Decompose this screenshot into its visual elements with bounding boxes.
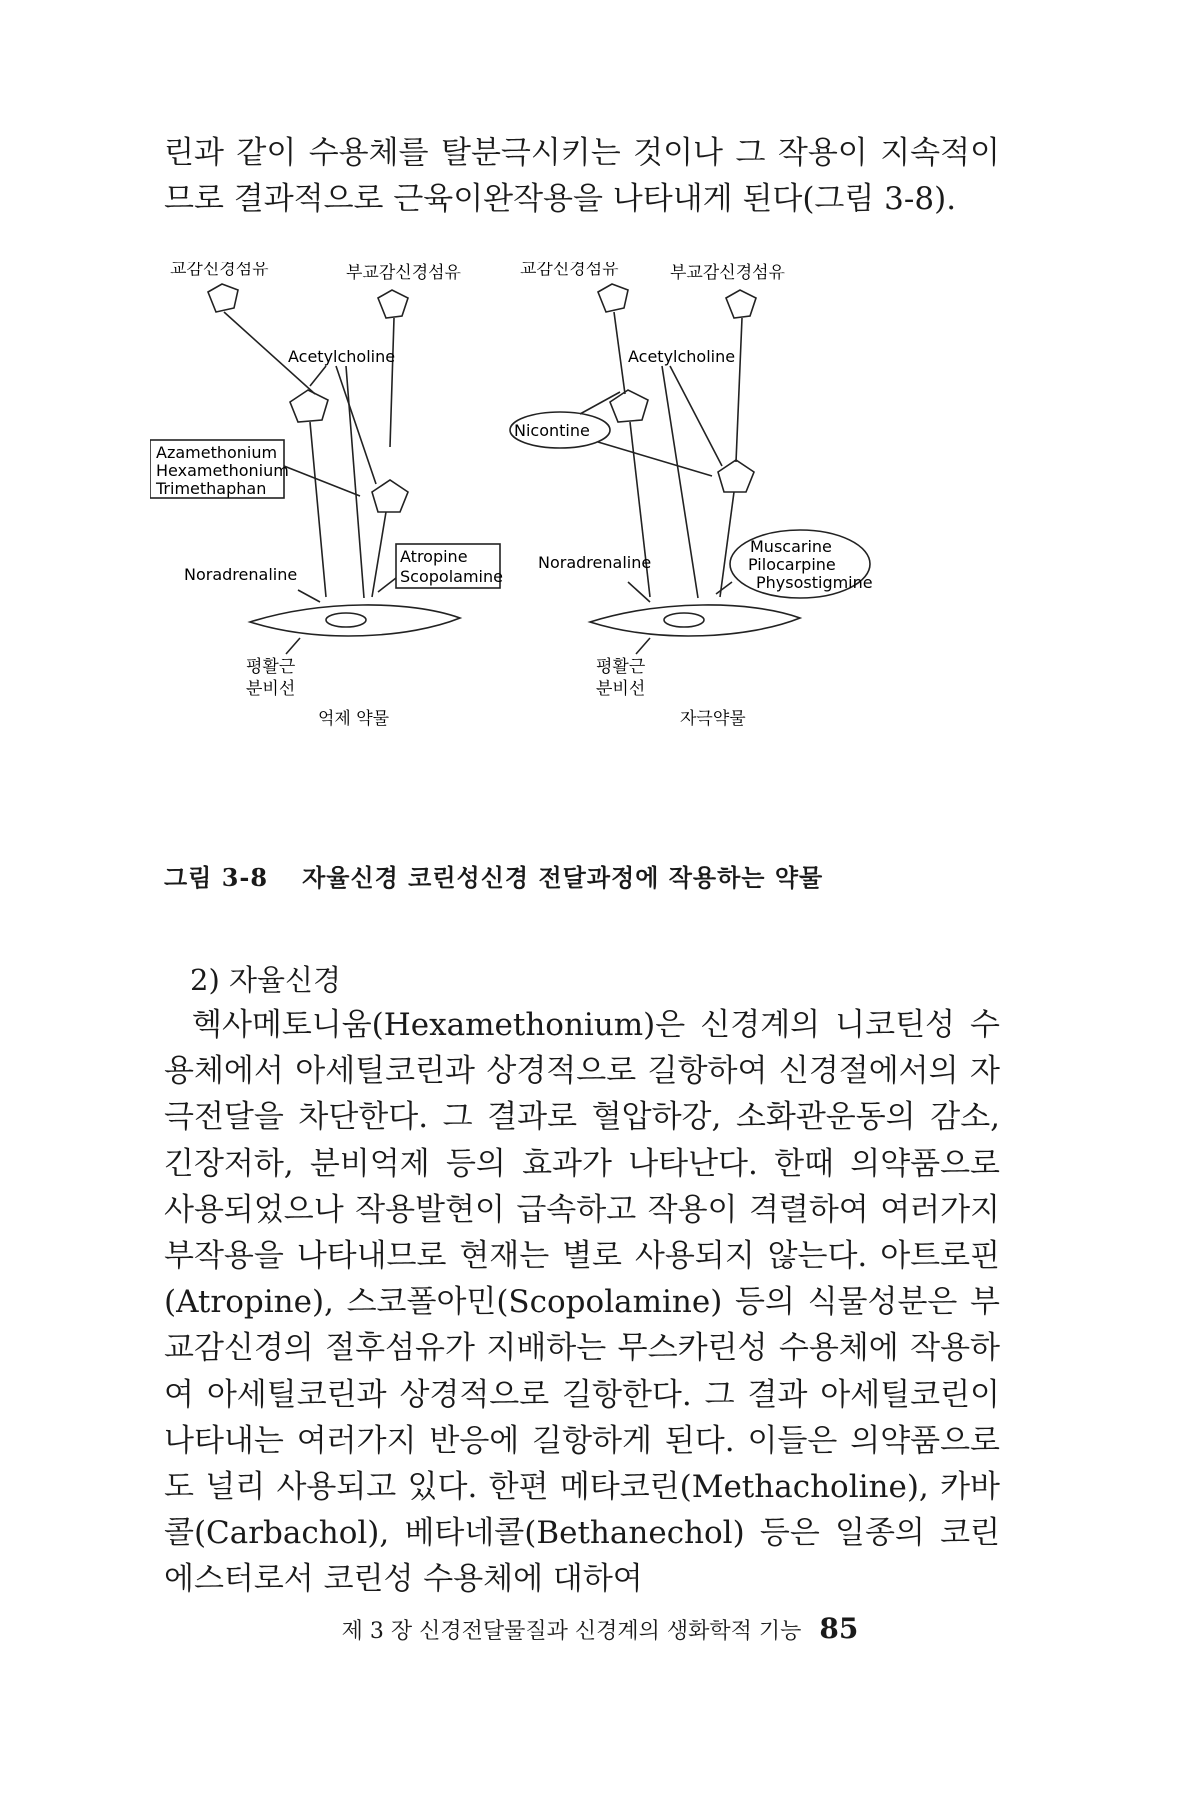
body-text	[164, 1002, 1000, 1603]
left-ganglion-neuron-icon	[290, 390, 328, 422]
right-smooth-muscle-icon	[590, 605, 800, 636]
left-noradrenaline-label: Noradrenaline	[184, 565, 298, 584]
page-number: 85	[819, 1612, 859, 1645]
top-paragraph: 린과 같이 수용체를 탈분극시키는 것이나 그 작용이 지속적이므로 결과적으로 근육이완작용을 나타내게 된다(그림 3-8).	[164, 135, 1000, 217]
right-panel-title: 자극약물	[680, 709, 746, 729]
pilocarpine-label: Pilocarpine	[748, 555, 836, 574]
left-panel-title: 억제 약물	[318, 709, 390, 729]
physostigmine-label: Physostigmine	[756, 573, 873, 592]
footer-chapter: 제 3 장 신경전달물질과 신경계의 생화학적 기능	[341, 1619, 802, 1644]
autonomic-diagram	[150, 262, 1010, 822]
left-effector-line1: 평활근	[246, 657, 296, 677]
right-parasympathetic-label: 부교감신경섬유	[670, 263, 785, 283]
figure-caption	[164, 858, 823, 893]
caption-number: 그림 3-8	[164, 863, 269, 892]
left-blocker-2: Hexamethonium	[156, 461, 289, 480]
right-effector-line2: 분비선	[596, 679, 646, 699]
right-effector-line1: 평활근	[596, 657, 646, 677]
figure-3-8	[150, 262, 1010, 822]
page-footer	[0, 1612, 1200, 1645]
caption-text: 자율신경 코린성신경 전달과정에 작용하는 약물	[302, 863, 824, 892]
left-effector-line2: 분비선	[246, 679, 296, 699]
atropine-label: Atropine	[400, 547, 468, 566]
nicotine-label: Nicontine	[514, 421, 590, 440]
right-parasympathetic-neuron-icon	[726, 290, 756, 318]
left-sympathetic-neuron-icon	[208, 284, 238, 312]
right-sympathetic-label: 교감신경섬유	[520, 262, 619, 279]
left-nucleus-icon	[326, 613, 366, 627]
left-parasympathetic-label: 부교감신경섬유	[346, 263, 461, 283]
muscarine-label: Muscarine	[750, 537, 832, 556]
left-blocker-1: Azamethonium	[156, 443, 278, 462]
left-sympathetic-label: 교감신경섬유	[170, 262, 269, 279]
left-blocker-3: Trimethaphan	[156, 479, 267, 498]
right-para-ganglion-neuron-icon	[718, 460, 754, 492]
left-acetylcholine-label: Acetylcholine	[288, 347, 396, 366]
right-acetylcholine-label: Acetylcholine	[628, 347, 736, 366]
right-noradrenaline-label: Noradrenaline	[538, 553, 652, 572]
left-para-ganglion-neuron-icon	[372, 480, 408, 512]
scopolamine-label: Scopolamine	[400, 567, 503, 586]
right-nucleus-icon	[664, 613, 704, 627]
section-title: 2) 자율신경	[190, 963, 342, 997]
body-paragraph: 헥사메토니움(Hexamethonium)은 신경계의 니코틴성 수용체에서 아세틸코린과 상경적으로 길항하여 신경절에서의 자극전달을 차단한다. 그 결과로 혈압하강, 소화관운동의 감소, 긴장저하, 분비억제 등의 효과가 나타난다. 한때 의약품으로 사용되었으나 작용발현이 급속하고 작용이 격렬하여 여러가지 부작용을 나타내므로 현재는 별로 사용되지 않는다. 아트로핀(Atropine), 스코폴아민(Scopolamine) 등의 식물성분은 부교감신경의 절후섬유가 지배하는 무스카린성 수용체에 작용하여 아세틸코린과 상경적으로 길항한다. 그 결과 아세틸코린이 나타내는 여러가지 반응에 길항하게 된다. 이들은 의약품으로도 널리 사용되고 있다. 한편 메타코린(Methacholine), 카바콜(Carbachol), 베타네콜(Bethanechol) 등은 일종의 코린에스터로서 코린성 수용체에 대하여	[164, 1007, 1000, 1598]
right-sympathetic-neuron-icon	[598, 284, 628, 312]
left-smooth-muscle-icon	[250, 605, 460, 636]
left-parasympathetic-neuron-icon	[378, 290, 408, 318]
